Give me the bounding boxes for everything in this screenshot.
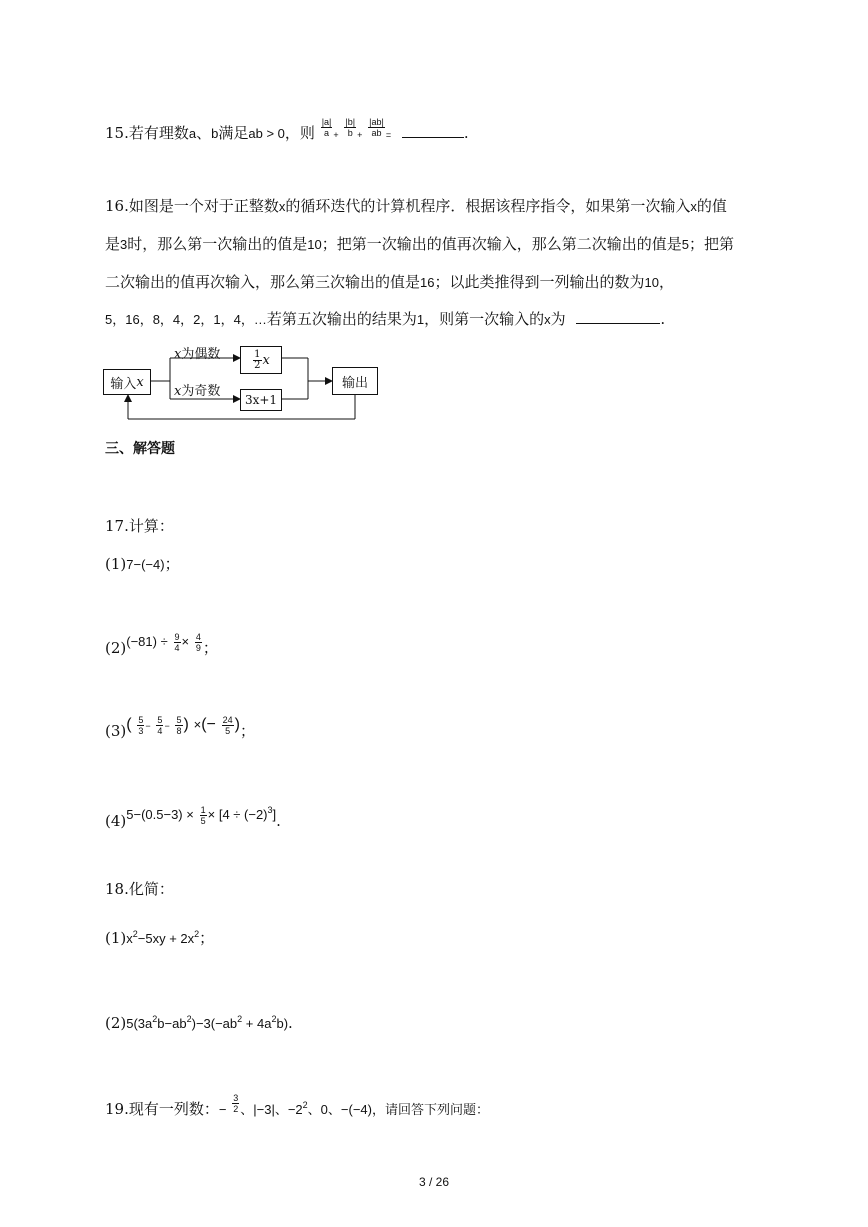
answer-blank[interactable] <box>576 309 660 324</box>
q16-text: 是 <box>105 235 121 253</box>
q16-text: ；把第 <box>688 235 734 253</box>
equals: = <box>385 130 392 140</box>
sequence: 5，16，8，4，2，1，4，… <box>105 312 267 327</box>
three-x-plus-one-box: 3x+1 <box>240 389 282 411</box>
output-box: 输出 <box>332 367 378 395</box>
q16-text: ；以此类推得到一列输出的数为 <box>434 273 645 291</box>
value: 3 <box>120 237 128 252</box>
value: 10 <box>307 237 322 252</box>
answer-blank[interactable] <box>402 123 464 138</box>
q16-text: 二次输出的值再次输入，那么第三次输出的值是 <box>105 273 421 291</box>
question-19: 19.现有一列数：− $\frac{3}{2}$ 、|−3|、$-2^2$、0、−(−4)，请回答下列问题： <box>105 1092 489 1118</box>
question-16-line-3 <box>105 271 674 294</box>
q16-text: 为 <box>550 310 566 328</box>
question-15 <box>105 116 469 146</box>
q17-part-3: (3)( $\frac{5}{3}$ − $\frac{5}{4}$ − $\frac{5}{8}$ ) ×(− $\frac{24}{5}$ )； <box>105 714 256 740</box>
section-heading: 三、解答题 <box>105 441 175 457</box>
q16-text: ， <box>658 273 674 291</box>
q16-text: 时，那么第一次输出的值是 <box>127 235 308 253</box>
q16-text: 若第五次输出的结果为 <box>266 310 417 328</box>
var-x: x <box>690 199 697 214</box>
q15-text: 满足 <box>218 124 249 142</box>
var-a: a <box>188 126 197 141</box>
q16-text: ，则第一次输入的 <box>424 310 545 328</box>
page-number: 3 / 26 <box>418 1175 450 1189</box>
value: 16 <box>420 275 435 290</box>
question-18-title: 18.化简： <box>105 880 174 898</box>
half-x-box: $\frac{1}{2}$ x <box>240 346 282 374</box>
q16-text: ；把第一次输出的值再次输入，那么第二次输出的值是 <box>321 235 682 253</box>
period: . <box>660 310 666 328</box>
var-x: x <box>278 199 286 214</box>
q18-part-1: $(1)x^2-5xy + 2x^2$； <box>105 929 215 947</box>
even-branch-label: x为偶数 <box>174 347 221 362</box>
var-x: x <box>544 312 551 327</box>
fraction-abs-a: $\frac{|a|}{a}$ <box>321 116 332 138</box>
q18-part-2: $(2)5(3a^2b-ab^2)-3(-ab^2 + 4a^2b)$. <box>105 1014 293 1032</box>
separator: 、 <box>196 124 212 142</box>
question-17-title: 17.计算： <box>105 517 174 535</box>
question-16-line-1 <box>105 195 727 218</box>
question-16-line-2 <box>105 233 734 256</box>
q17-part-4: (4)5−(0.5−3) × $\frac{1}{5}$ × $[4 \div (-2)^3]$. <box>105 804 281 830</box>
q16-text: 的值 <box>696 197 727 215</box>
q15-text: ，则 <box>284 124 315 142</box>
plus: + <box>357 130 363 140</box>
q16-text: 16.如图是一个对于正整数 <box>105 197 279 215</box>
period: . <box>463 124 469 142</box>
value: 1 <box>416 312 425 327</box>
q16-text: 的循环迭代的计算机程序．根据该程序指令，如果第一次输入 <box>285 197 691 215</box>
question-number: 15. <box>105 124 129 142</box>
fraction-abs-ab: $\frac{|ab|}{ab}$ <box>369 116 384 138</box>
value: 10 <box>644 275 659 290</box>
value: 5 <box>681 237 689 252</box>
plus: + <box>333 130 339 140</box>
condition: ab > 0 <box>248 126 285 141</box>
q15-text: 若有理数 <box>128 124 189 142</box>
var-b: b <box>211 126 219 141</box>
q17-part-1: (1)7−(−4)； <box>105 555 180 573</box>
flowchart <box>100 345 390 425</box>
question-16-line-4 <box>105 308 665 331</box>
fraction-abs-b: $\frac{|b|}{b}$ <box>345 116 356 138</box>
input-box: 输入 x <box>103 369 151 395</box>
q17-part-2: (2)(−81) ÷ $\frac{9}{4}$ × $\frac{4}{9}$ ； <box>105 631 218 657</box>
odd-branch-label: x为奇数 <box>174 384 221 399</box>
